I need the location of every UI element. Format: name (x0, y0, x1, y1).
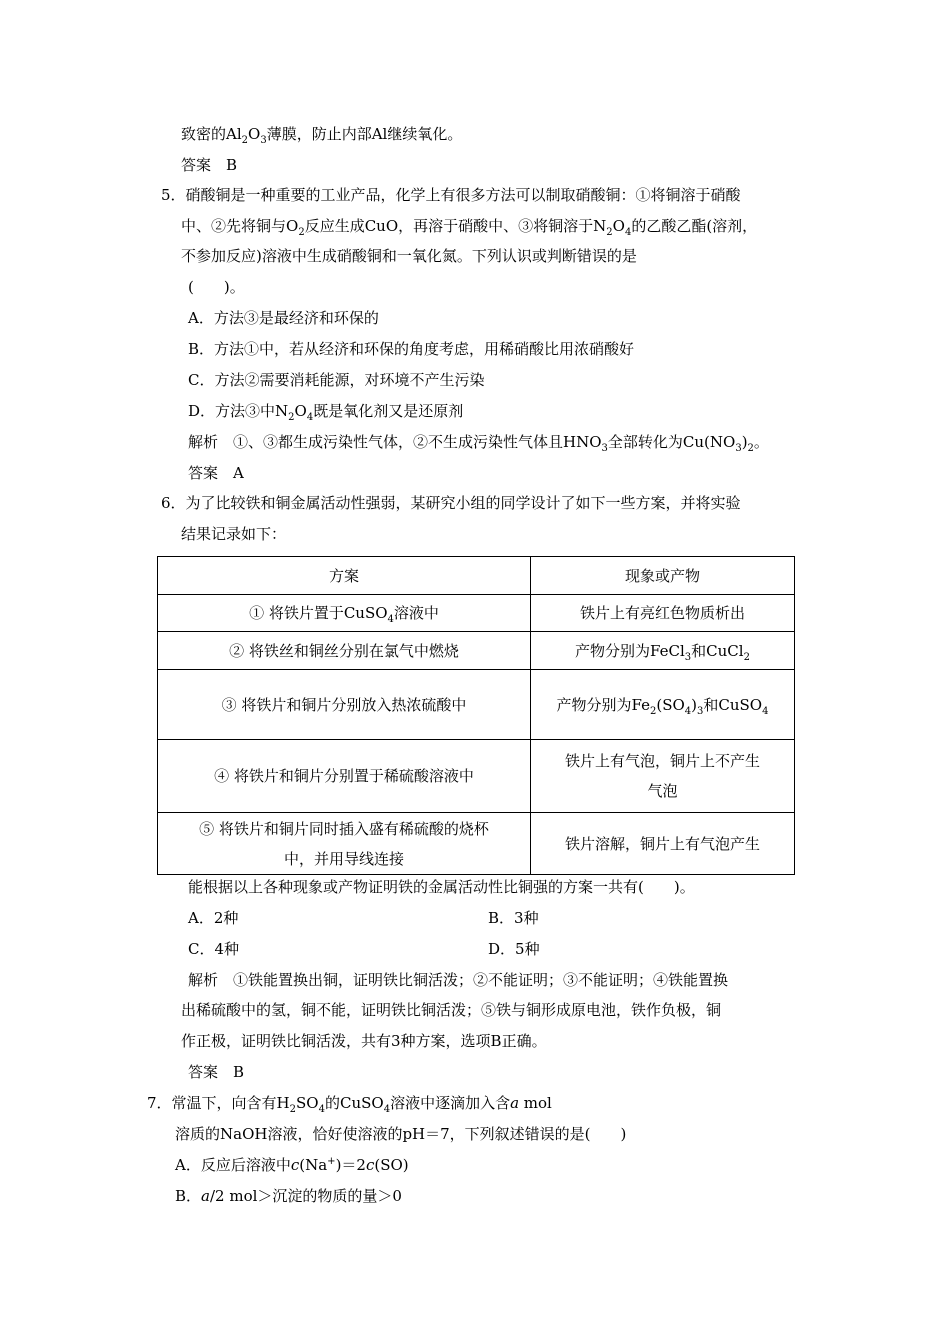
q5-line2: 中、②先将铜与$O_2$反应生成CuO，再溶于硝酸中、③将铜溶于$N_2O_4$的乙酸乙酯(溶剂， (181, 217, 758, 238)
table-cell-scheme: ② 将铁丝和铜丝分别在氯气中燃烧 (158, 632, 531, 670)
q7-option-a: A．反应后溶液中c(Na+)＝2c(SO) (175, 1156, 409, 1174)
table-cell-result: 产物分别为FeCl$_3$和CuCl$_2$ (531, 632, 795, 670)
q7-line2: 溶质的NaOH溶液，恰好使溶液的pH＝7，下列叙述错误的是( ) (175, 1125, 627, 1143)
intro-line: 致密的$Al_2O_3$薄膜，防止内部Al继续氧化。 (181, 125, 463, 146)
answer-q4: 答案 B (181, 156, 238, 174)
experiment-table (157, 556, 795, 875)
table-header-row (158, 557, 795, 595)
q5-line1: 5．硝酸铜是一种重要的工业产品，化学上有很多方法可以制取硝酸铜：①将铜溶于硝酸 (161, 186, 741, 204)
q6-analysis-line3: 作正极，证明铁比铜活泼，共有3种方案，选项B正确。 (181, 1032, 547, 1050)
q5-option-b: B．方法①中，若从经济和环保的角度考虑，用稀硝酸比用浓硝酸好 (188, 340, 635, 358)
q6-option-a: A．2种 (188, 909, 239, 927)
table-cell-scheme: ① 将铁片置于CuSO$_4$溶液中 (158, 595, 531, 632)
table-cell-scheme: ④ 将铁片和铜片分别置于稀硫酸溶液中 (158, 740, 531, 813)
table-cell-scheme: ③ 将铁片和铜片分别放入热浓硫酸中 (158, 670, 531, 740)
q6-answer: 答案 B (188, 1063, 245, 1081)
table-row (158, 813, 795, 875)
table-row (158, 632, 795, 670)
q5-option-c: C．方法②需要消耗能源，对环境不产生污染 (188, 371, 485, 389)
q6-question: 能根据以上各种现象或产物证明铁的金属活动性比铜强的方案一共有( )。 (188, 878, 695, 896)
table-cell-result: 铁片上有亮红色物质析出 (531, 595, 795, 632)
q6-option-d: D．5种 (488, 940, 540, 958)
q6-line1: 6．为了比较铁和铜金属活动性强弱，某研究小组的同学设计了如下一些方案，并将实验 (161, 494, 741, 512)
table-header-result: 现象或产物 (531, 557, 795, 595)
q7-line1: 7．常温下，向含有$H_2SO_4$的CuSO$_4$溶液中逐滴加入含a mol (147, 1094, 552, 1115)
q5-line3: 不参加反应)溶液中生成硝酸铜和一氧化氮。下列认识或判断错误的是 (181, 247, 637, 265)
table-cell-result: 铁片溶解，铜片上有气泡产生 (531, 813, 795, 875)
table-row (158, 595, 795, 632)
q5-option-a: A．方法③是最经济和环保的 (188, 309, 379, 327)
q5-option-d: D．方法③中$N_2O_4$既是氧化剂又是还原剂 (188, 402, 464, 423)
q5-analysis: 解析 ①、③都生成污染性气体，②不生成污染性气体且$HNO_3$全部转化为$Cu(NO_3)_2$。 (188, 433, 769, 454)
q6-analysis-line1: 解析 ①铁能置换出铜，证明铁比铜活泼；②不能证明；③不能证明；④铁能置换 (188, 971, 729, 989)
q6-line2: 结果记录如下： (181, 525, 287, 543)
q6-option-c: C．4种 (188, 940, 240, 958)
table-cell-scheme: ⑤ 将铁片和铜片同时插入盛有稀硫酸的烧杯 中，并用导线连接 (158, 813, 531, 875)
table-cell-result: 产物分别为$Fe_2(SO_4)_3$和CuSO$_4$ (531, 670, 795, 740)
q6-analysis-line2: 出稀硫酸中的氢，铜不能，证明铁比铜活泼；⑤铁与铜形成原电池，铁作负极，铜 (181, 1001, 722, 1019)
q6-option-b: B．3种 (488, 909, 539, 927)
table-header-scheme: 方案 (158, 557, 531, 595)
table-row (158, 740, 795, 813)
table-cell-result: 铁片上有气泡，铜片上不产生 气泡 (531, 740, 795, 813)
q5-answer: 答案 A (188, 464, 244, 482)
q7-option-b: B．a/2 mol＞沉淀的物质的量＞0 (175, 1187, 402, 1205)
q5-line4: ( )。 (188, 278, 245, 296)
table-row (158, 670, 795, 740)
